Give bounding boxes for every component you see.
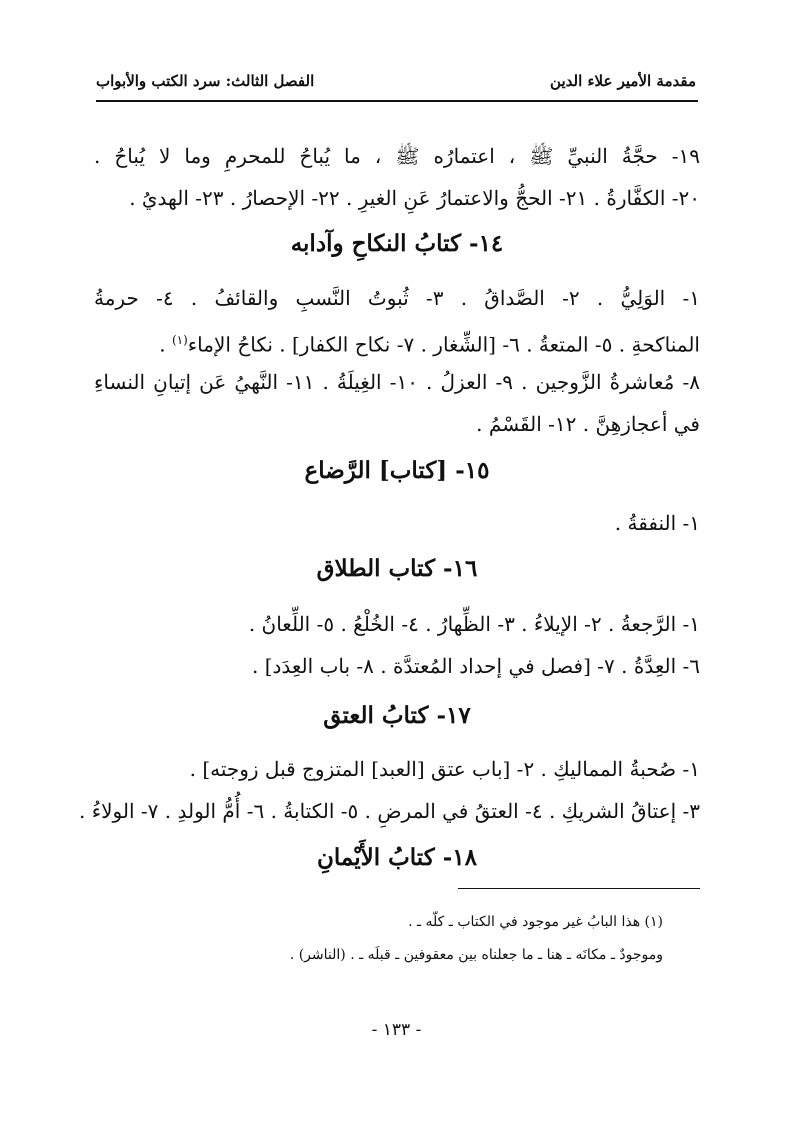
footnote-rule (458, 888, 700, 889)
text-line: ١- النفقةُ . (614, 511, 700, 535)
text-segment: . (159, 332, 172, 357)
text-segment: المناكحةِ . ٥- المتعةُ . ٦- [الشِّغار . ٧- نكاح الكفار] . نكاحُ الإماء (187, 332, 700, 357)
text-line: ٣- إعتاقُ الشريكِ . ٤- العتقُ في المرضِ . ٥- الكتابةُ . ٦- أُمُّ الولدِ . ٧- الولاءُ . (79, 799, 700, 823)
text-line: ١- الرَّجعةُ . ٢- الإيلاءُ . ٣- الظِّهارُ . ٤- الخُلْعُ . ٥- اللِّعانُ . (248, 612, 700, 636)
footnote-1-continued: وموجودٌ ـ مكانَه ـ هنا ـ ما جعلناه بين معقوفين ـ قبلَه ـ . (الناشر) . (289, 947, 663, 963)
text-line: ٦- العِدَّةُ . ٧- [فصل في إحداد المُعتدَّة . ٨- باب العِدَد] . (251, 654, 700, 678)
text-line: ١- الوَلِيُّ . ٢- الصَّداقُ . ٣- ثُبوتُ النَّسبِ والقائفُ . ٤- حرمةُ (94, 286, 700, 310)
header-rule (96, 100, 698, 102)
running-header (96, 72, 696, 90)
text-line: ١- صُحبةُ المماليكِ . ٢- [باب عتق [العبد] المتزوج قبل زوجته] . (189, 757, 700, 781)
section-heading-16: ١٦- كتاب الطلاق (316, 555, 478, 582)
section-heading-15: ١٥- [كتاب] الرَّضاع (304, 457, 490, 484)
text-line: ٢٠- الكفَّارةُ . ٢١- الحجُّ والاعتمارُ عَنِ الغيرِ . ٢٢- الإحصارُ . ٢٣- الهديُ . (129, 186, 700, 210)
section-heading-14: ١٤- كتابُ النكاحِ وآدابه (290, 230, 504, 257)
text-line: في أعجازهِنَّ . ١٢- القَسْمُ . (476, 412, 700, 436)
chapter-title: الفصل الثالث: سرد الكتب والأبواب (96, 72, 315, 90)
footnote-1: (١) هذا البابُ غير موجود في الكتاب ـ كلّه ـ . (408, 914, 663, 930)
page-number: - ١٣٣ - (371, 1020, 422, 1040)
section-heading-18: ١٨- كتابُ الأَيْمانِ (317, 844, 477, 871)
text-line (94, 326, 700, 359)
footnote-marker: (١) (171, 333, 188, 347)
text-line: ٨- مُعاشرةُ الزَّوجين . ٩- العزلُ . ١٠- الغِيلَةُ . ١١- النَّهيُ عَن إتيانِ النساءِ (94, 370, 700, 394)
book-title: مقدمة الأمير علاء الدين (550, 72, 696, 90)
text-line: ١٩- حجَّةُ النبيِّ ﷺ ، اعتمارُه ﷺ ، ما يُباحُ للمحرمِ وما لا يُباحُ . (94, 144, 700, 168)
section-heading-17: ١٧- كتابُ العتق (323, 702, 471, 729)
